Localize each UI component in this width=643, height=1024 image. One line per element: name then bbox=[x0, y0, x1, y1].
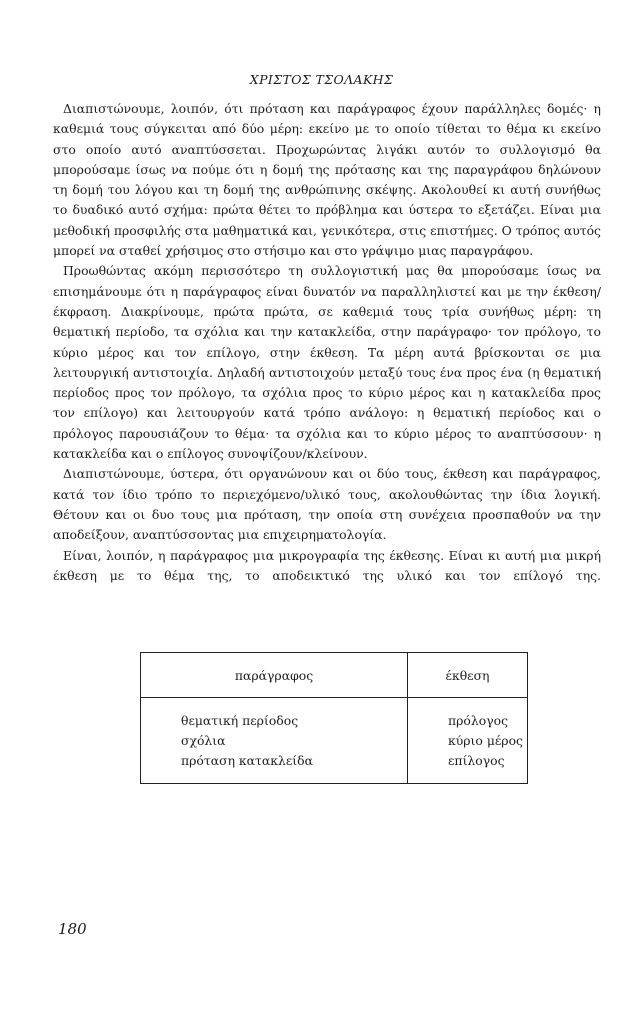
paragraph-4: Είναι, λοιπόν, η παράγραφος μια μικρογραφία της έκθεσης. Είναι κι αυτή μια μικρή έκθεση με το θέμα της, το αποδεικτικό της υλικό και τον επίλογό της. bbox=[53, 547, 601, 583]
running-header: ΧΡΙΣΤΟΣ ΤΣΟΛΑΚΗΣ bbox=[249, 72, 394, 87]
essay-parts-cell bbox=[408, 698, 528, 784]
table-cell-item: πρόλογος bbox=[448, 713, 509, 728]
paragraph-2: Προωθώντας ακόμη περισσότερο τη συλλογιστική μας θα μπορούσαμε ίσως να επισημάνουμε ότι η παράγραφος είναι δυνατόν να παραλληλιστεί και με την έκθεση/ έκφραση. Διακρίνουμε, πρώτα πρώτα, σε καθεμιά τους τρία συνήθως μέρη: τη θεματική περίοδο, τα σχόλια και την κατακλείδα, στην παράγραφο· τον πρόλογο, το κύριο μέρος και τον επίλογο, στην έκθεση. Τα μέρη αυτά βρίσκονται σε μια λειτουργική αντιστοιχία. Δηλαδή αντιστοιχούν μεταξύ τους ένα προς ένα (η θεματική περίοδος προς τον πρόλογο, τα σχόλια προς το κύριο μέρος και η κατακλείδα προς τον επίλογο) και λειτουργούν κατά τρόπο ανάλογο: η θεματική περίοδος και ο πρόλογος παρουσιάζουν το θέμα· τα σχόλια και το κύριο μέρος το αναπτύσσουν· η κατακλείδα και ο επίλογος συνοψίζουν/κλείνουν. bbox=[53, 263, 601, 462]
paragraph-1: Διαπιστώνουμε, λοιπόν, ότι πρόταση και παράγραφος έχουν παράλληλες δομές· η καθεμιά τους σύγκειται από δύο μέρη: εκείνο με το οποίο τίθεται το θέμα κι εκείνο στο οποίο αυτό αναπτύσσεται. Προχωρώντας λιγάκι αυτόν το συλλογισμό θα μπορούσαμε ίσως να πούμε ότι η δομή της πρότασης και της παραγράφου δηλώνουν τη δομή του λόγου και τη δομή της ανθρώπινης σκέψης. Ακολουθεί κι αυτή συνήθως το δυαδικό αυτό σχήμα: πρώτα θέτει το πρόβλημα και ύστερα το εξετάζει. Είναι μια μεθοδική προσφιλής στα μαθηματικά και, γενικότερα, στις επιστήμες. Ο τρόπος αυτός μπορεί να σταθεί χρήσιμος στο στήσιμο και στο γράψιμο μιας παραγράφου. bbox=[53, 101, 601, 259]
table-header-paragraph: παράγραφος bbox=[141, 653, 408, 698]
table-cell-item: θεματική περίοδος bbox=[181, 713, 299, 728]
table-cell-item: σχόλια bbox=[181, 733, 226, 748]
paragraph-3: Διαπιστώνουμε, ύστερα, ότι οργανώνουν και οι δύο τους, έκθεση και παράγραφος, κατά τον ίδιο τρόπο το περιεχόμενο/υλικό τους, ακολουθώντας την ίδια λογική. Θέτουν και οι δυο τους μια πρόταση, την οποία στη συνέχεια προσπαθούν να την αποδείξουν, αναπτύσσοντας μια επιχειρηματολογία. bbox=[53, 466, 601, 543]
paragraph-parts-cell bbox=[141, 698, 408, 784]
page-number: 180 bbox=[58, 920, 87, 938]
comparison-table bbox=[140, 652, 528, 784]
table-cell-item: επίλογος bbox=[448, 753, 505, 768]
table-header-essay: έκθεση bbox=[408, 653, 528, 698]
body-text bbox=[53, 99, 601, 586]
table-cell-item: κύριο μέρος bbox=[448, 733, 523, 748]
table-cell-item: πρόταση κατακλείδα bbox=[181, 753, 313, 768]
